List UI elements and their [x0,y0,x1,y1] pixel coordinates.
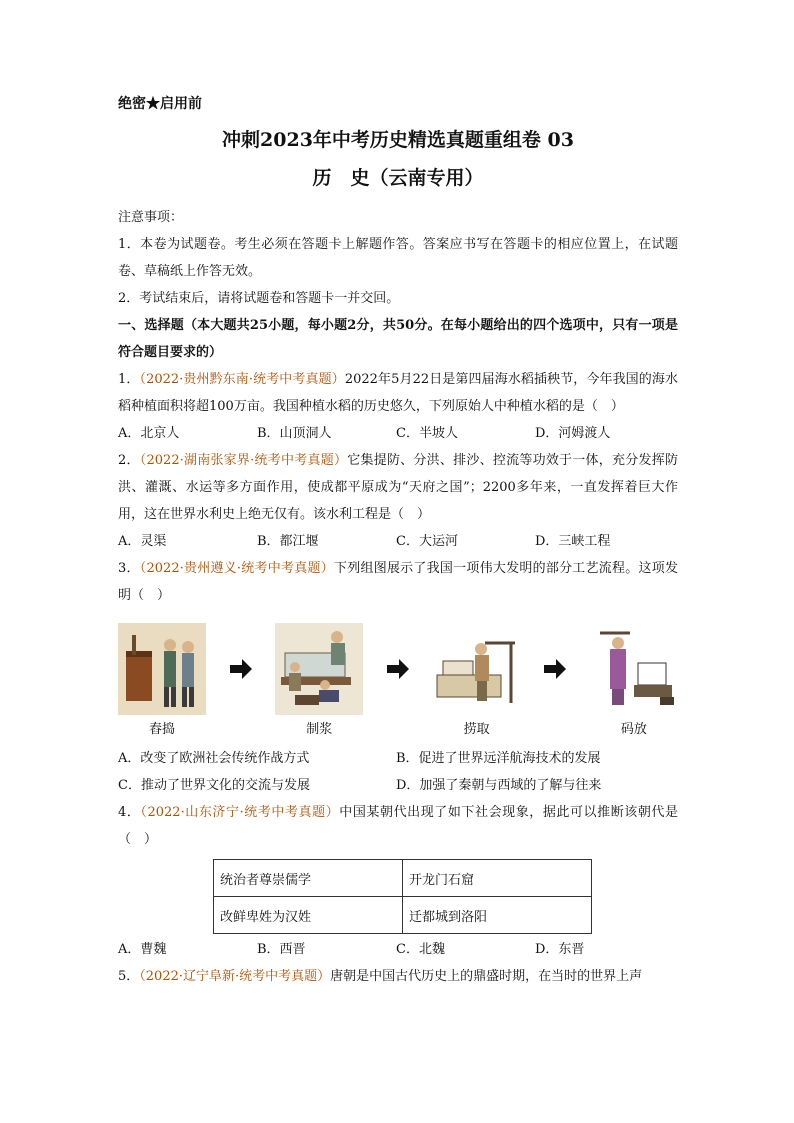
question-text: 中国某朝代出现了如下社会现象，据此可以推断该朝代是（ ） [118,805,678,847]
scooping-illustration [433,623,521,715]
table-row [214,860,592,897]
arrow-right-icon [544,659,566,679]
option-b[interactable]: B．都江堰 [257,534,319,549]
notice-item-2: 2．考试结束后，请将试题卷和答题卡一并交回。 [118,291,400,306]
option-d[interactable]: D．三峡工程 [535,534,611,549]
option-b[interactable]: B．促进了世界远洋航海技术的发展 [396,751,601,766]
question-1 [118,366,678,420]
stacking-illustration [590,623,678,715]
papermaking-process-figure [118,623,678,715]
question-2 [118,447,678,528]
table-row [214,897,592,934]
section-title: 一、选择题（本大题共25小题，每小题2分，共50分。在每小题给出的四个选项中，只有一项是符合题目要求的） [118,318,678,360]
option-a[interactable]: A．灵渠 [118,534,167,549]
question-number: 1． [118,372,140,387]
caption-scooping: 捞取 [463,722,490,737]
notice-heading: 注意事项： [118,210,184,225]
question-3 [118,555,678,609]
caption-pulping: 制浆 [306,722,333,737]
question-2-options [118,528,678,555]
question-text: 它集提防、分洪、排沙、控流等功效于一体，充分发挥防洪、灌溉、水运等多方面作用，使成都平原成为“天府之国”；2200多年来，一直发挥着巨大作用，这在世界水利史上绝无仅有。该水利工程是（ ） [118,453,678,522]
question-4 [118,799,678,853]
question-number: 3． [118,561,140,576]
caption-stacking: 码放 [620,722,647,737]
question-source: （2022·辽宁阜新·统考中考真题） [139,969,331,984]
option-d[interactable]: D．东晋 [535,942,585,957]
secret-label: 绝密★启用前 [118,96,202,112]
caption-pounding: 舂捣 [148,722,175,737]
option-a[interactable]: A．北京人 [118,426,180,441]
table-cell: 迁都城到洛阳 [403,897,592,934]
question-source: （2022·山东济宁·统考中考真题） [140,805,340,820]
notice-item-1: 1．本卷为试题卷。考生必须在答题卡上解题作答。答案应书写在答题卡的相应位置上，在试题卷、草稿纸上作答无效。 [118,237,678,279]
option-c[interactable]: C．半坡人 [396,426,458,441]
question-5 [118,963,678,990]
question-source: （2022·贵州遵义·统考中考真题） [139,561,334,576]
table-cell: 统治者尊崇儒学 [214,860,403,897]
question-4-options [118,936,678,963]
question-1-options [118,420,678,447]
exam-page [118,94,678,990]
question-text: 下列组图展示了我国一项伟大发明的部分工艺流程。这项发明（ ） [118,561,678,603]
exam-title: 冲刺2023年中考历史精选真题重组卷 03 [222,129,574,151]
question-text: 2022年5月22日是第四届海水稻插秧节，今年我国的海水稻种植面积将超100万亩。我国种植水稻的历史悠久，下列原始人中种植水稻的是（ ） [118,372,678,414]
question-4-table [213,859,592,934]
option-c[interactable]: C．北魏 [396,942,445,957]
question-number: 4． [118,805,141,820]
option-b[interactable]: B．西晋 [257,942,306,957]
arrow-right-icon [230,659,252,679]
question-3-options-row-2 [118,772,678,799]
option-b[interactable]: B．山顶洞人 [257,426,332,441]
pounding-illustration [118,623,206,715]
question-text: 唐朝是中国古代历史上的鼎盛时期，在当时的世界上声 [330,969,643,984]
option-a[interactable]: A．曹魏 [118,942,167,957]
arrow-right-icon [387,659,409,679]
option-a[interactable]: A．改变了欧洲社会传统作战方式 [118,751,310,766]
figure-captions [118,715,678,745]
question-3-options-row-1 [118,745,678,772]
option-c[interactable]: C．推动了世界文化的交流与发展 [118,778,310,793]
question-number: 5． [118,969,140,984]
option-d[interactable]: D．河姆渡人 [535,426,611,441]
question-source: （2022·贵州黔东南·统考中考真题） [139,372,345,387]
table-cell: 改鲜卑姓为汉姓 [214,897,403,934]
option-c[interactable]: C．大运河 [396,534,458,549]
question-source: （2022·湖南张家界·统考中考真题） [139,453,348,468]
exam-subtitle: 历 史（云南专用） [312,167,484,189]
question-number: 2． [118,453,140,468]
option-d[interactable]: D．加强了秦朝与西域的了解与往来 [396,778,602,793]
table-cell: 开龙门石窟 [403,860,592,897]
pulping-illustration [275,623,363,715]
